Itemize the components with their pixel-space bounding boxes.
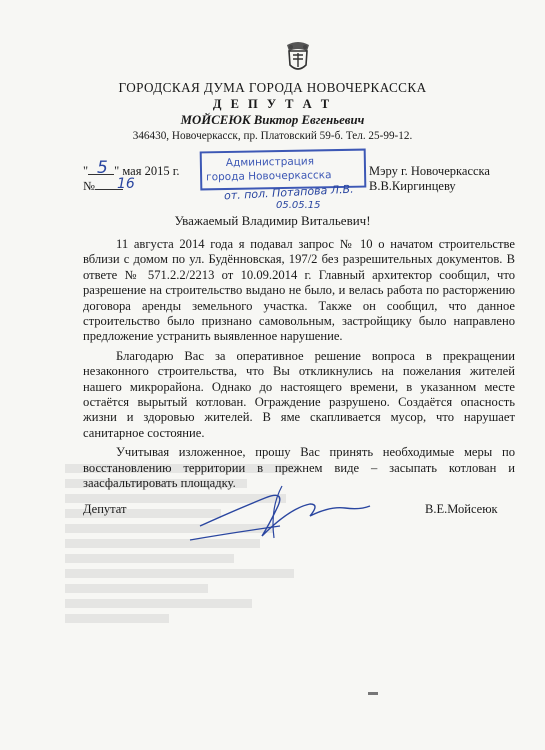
role-title: Д Е П У Т А Т xyxy=(212,97,333,111)
signer-name: В.Е.Мойсеюк xyxy=(425,502,498,516)
greeting: Уважаемый Владимир Витальевич! xyxy=(174,213,371,228)
letter-body xyxy=(83,237,515,496)
recipient-line-2: В.В.Киргинцеву xyxy=(369,179,456,193)
stamp-line-1: Администрация xyxy=(225,155,315,169)
date-day-handwritten: 5 xyxy=(97,158,108,178)
organization-title: ГОРОДСКАЯ ДУМА ГОРОДА НОВОЧЕРКАССКА xyxy=(118,80,427,95)
stamp-handwritten-note: от. пол. Потапова Л.В. xyxy=(223,182,354,203)
date-prefix: " xyxy=(83,164,89,178)
paragraph-3: Учитывая изложенное, прошу Вас принять необходимые меры по восстановлению территории в прежнем виде – засыпать котлован и заасфальтировать площадку. xyxy=(83,445,515,491)
recipient-block xyxy=(369,164,490,194)
stamp-line-2: города Новочеркасска xyxy=(206,169,332,184)
scan-mark xyxy=(368,692,378,695)
number-handwritten: 16 xyxy=(117,176,135,192)
deputy-name: МОЙСЕЮК Виктор Евгеньевич xyxy=(180,113,365,127)
handwritten-signature-icon xyxy=(170,478,380,548)
coat-of-arms-icon xyxy=(283,41,313,75)
recipient-line-1: Мэру г. Новочеркасска xyxy=(369,164,490,178)
address-line: 346430, Новочеркасск, пр. Платовский 59-б. Тел. 25-99-12. xyxy=(132,130,413,142)
stamp-handwritten-date: 05.05.15 xyxy=(276,200,321,211)
paragraph-1: 11 августа 2014 года я подавал запрос № 10 о начатом строительстве вблизи с домом по ул. Будённовская, 197/2 без разрешительных документов. В ответе № 571.2.2/2213 от 10.09.2014 г. Главный архитектор сообщил, что разрешение на строительство выдано не было, и велась работа по расторжению договора аренды земельного участка. Также он сообщил, что данное строительство было признано самовольным, застройщику было направлено предложение устранить выявленное нарушение. xyxy=(83,237,515,344)
paragraph-2: Благодарю Вас за оперативное решение вопроса в прекращении незаконного строительства, что Вы откликнулись на пожелания жителей нашего микрорайона. Однако до настоящего времени, в указанном месте остаётся вырытый котлован. Ограждение разрушено. Создаётся опасность жизни и здоровью жителей. В яме скапливается мусор, что нарушает санитарное состояние. xyxy=(83,348,515,440)
signer-title: Депутат xyxy=(83,502,127,516)
number-label: № xyxy=(83,179,95,193)
date-suffix: " мая 2015 г. xyxy=(114,164,180,178)
